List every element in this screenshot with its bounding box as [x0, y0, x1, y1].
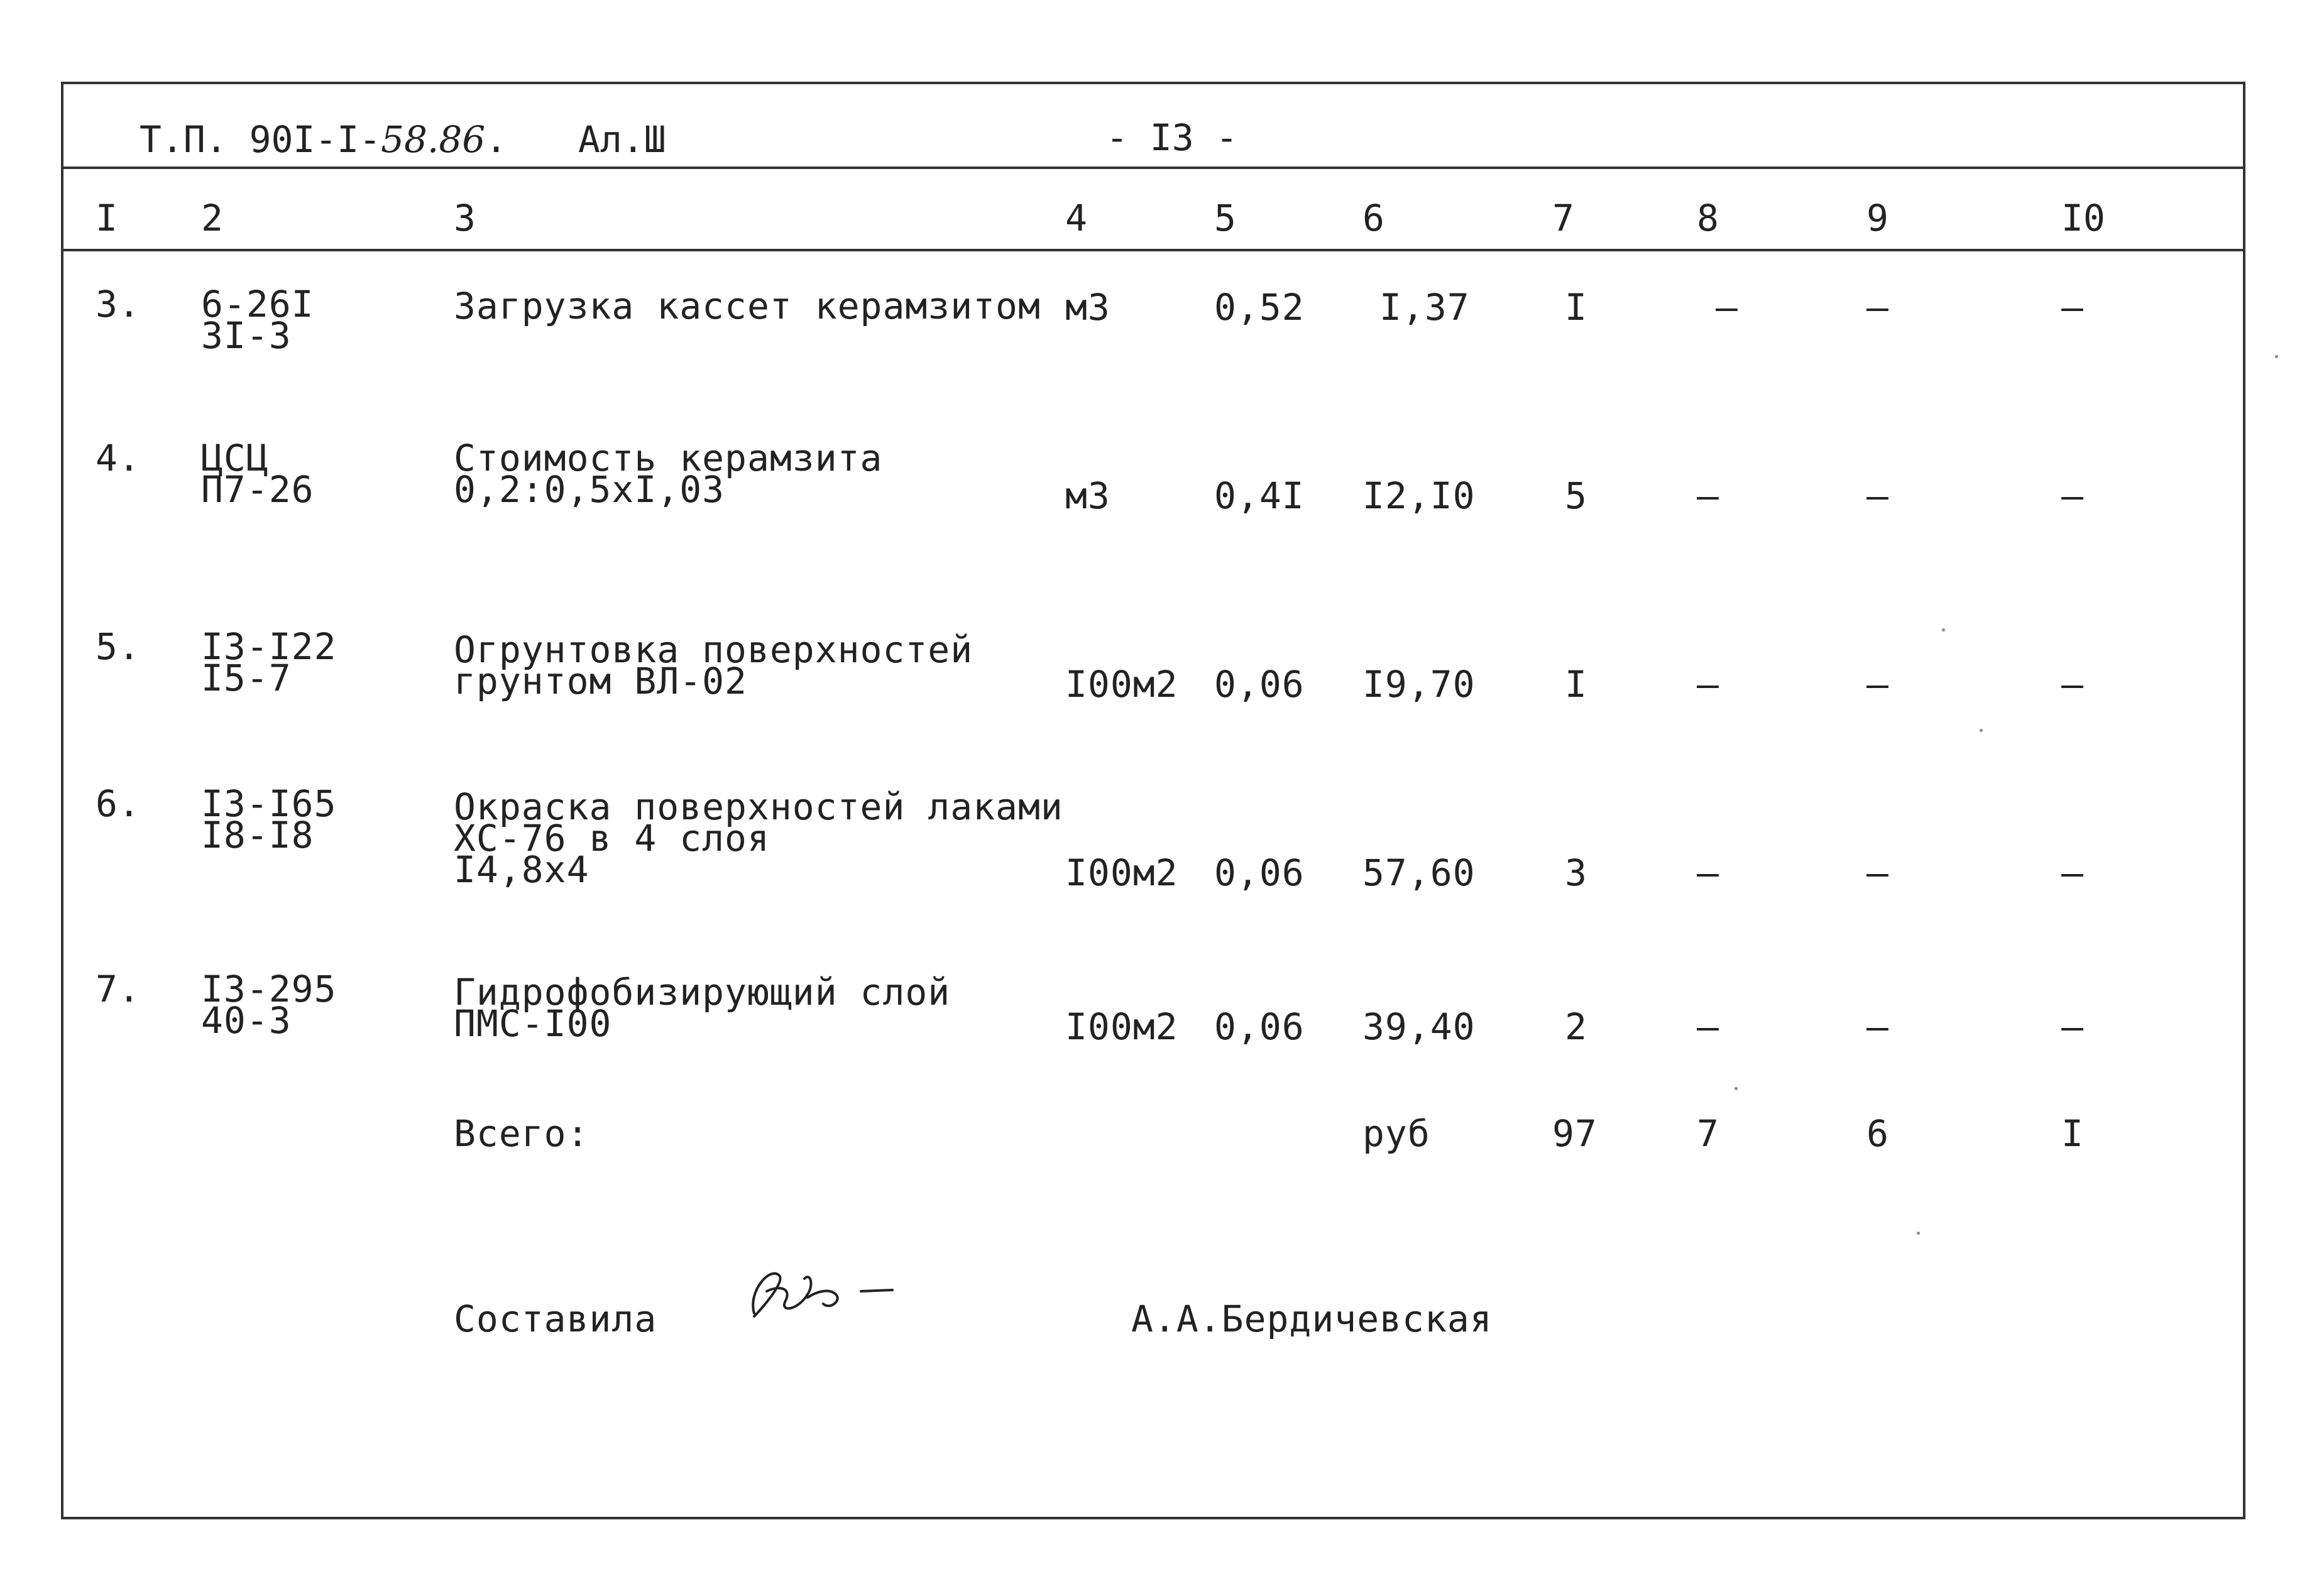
col-7-value: 3 [1565, 851, 1587, 894]
rate-code-line-1: I3-I65 [201, 782, 337, 825]
work-description-line-1: Загрузка кассет керамзитом [454, 285, 1041, 327]
col-7-value: I [1565, 663, 1587, 706]
unit: I00м2 [1065, 1005, 1178, 1048]
quantity: 0,52 [1214, 286, 1305, 329]
col-9-value: – [1866, 474, 1889, 517]
col-8-value: – [1697, 1005, 1719, 1048]
work-description-line-1: Огрунтовка поверхностей [454, 628, 973, 671]
row-number: 5. [96, 625, 141, 668]
compiler-name: А.А.Бердичевская [1131, 1298, 1493, 1340]
col-10-value: – [2061, 663, 2084, 706]
unit: м3 [1065, 286, 1110, 329]
rate-code-line-1: ЦСЦ [201, 437, 269, 479]
col-header-2: 2 [201, 197, 223, 239]
col-header-1: I [96, 197, 118, 239]
work-description-line-2: ПМС-I00 [454, 1002, 612, 1045]
work-description-line-2: 0,2:0,5хI,03 [454, 468, 725, 511]
work-description-line-3: I4,8х4 [454, 848, 589, 891]
col-7-value: 5 [1565, 474, 1587, 517]
total-label: Всего: [454, 1112, 589, 1155]
col-8-value: – [1716, 286, 1738, 329]
unit-price: 39,40 [1362, 1005, 1476, 1048]
col-header-6: 6 [1362, 197, 1384, 239]
total-unit: руб [1362, 1112, 1430, 1155]
col-header-10: I0 [2061, 197, 2105, 239]
rate-code-line-2: I8-I8 [201, 814, 314, 856]
compiled-by-label: Составила [454, 1298, 657, 1340]
col-header-7: 7 [1552, 197, 1574, 239]
total-col-8: 7 [1697, 1112, 1719, 1155]
col-7-value: I [1565, 286, 1587, 329]
rate-code-line-1: I3-295 [201, 968, 337, 1010]
col-header-4: 4 [1065, 197, 1087, 239]
col-10-value: – [2061, 474, 2084, 517]
col-header-9: 9 [1866, 197, 1888, 239]
scan-speck [1942, 628, 1945, 631]
work-description-line-2: ХС-76 в 4 слоя [454, 817, 770, 860]
scan-speck [1980, 729, 1983, 732]
quantity: 0,06 [1214, 663, 1305, 706]
total-col-9: 6 [1866, 1112, 1889, 1155]
row-number: 4. [96, 437, 141, 479]
col-header-5: 5 [1214, 197, 1236, 239]
row-number: 7. [96, 968, 141, 1010]
column-header-rule [61, 249, 2245, 251]
col-9-value: – [1866, 663, 1889, 706]
work-description-line-1: Стоимость керамзита [454, 437, 883, 479]
unit: I00м2 [1065, 851, 1178, 894]
rate-code-line-2: 40-3 [201, 999, 292, 1042]
unit: I00м2 [1065, 663, 1178, 706]
unit: м3 [1065, 474, 1110, 517]
col-8-value: – [1697, 851, 1719, 894]
col-header-8: 8 [1697, 197, 1719, 239]
col-9-value: – [1866, 286, 1889, 329]
scan-speck [1735, 1087, 1738, 1090]
col-9-value: – [1866, 1005, 1889, 1048]
unit-price: I,37 [1379, 286, 1470, 329]
scan-speck [2275, 355, 2278, 358]
quantity: 0,06 [1214, 1005, 1305, 1048]
col-10-value: – [2061, 1005, 2084, 1048]
total-col-7: 97 [1552, 1112, 1598, 1155]
album-label: Ал.Ш [578, 118, 666, 161]
row-number: 3. [96, 283, 141, 325]
work-description-line-1: Гидрофобизирующий слой [454, 971, 951, 1014]
work-description-line-1: Окраска поверхностей лаками [454, 785, 1063, 828]
unit-price: I9,70 [1362, 663, 1476, 706]
col-10-value: – [2061, 286, 2084, 329]
doc-code: Т.П. 90I-I-58.86. [140, 118, 508, 161]
work-description-line-2: грунтом ВЛ-02 [454, 660, 747, 702]
quantity: 0,06 [1214, 851, 1305, 894]
page-number: - I3 - [1106, 116, 1238, 159]
rate-code-line-1: I3-I22 [201, 625, 337, 668]
scan-speck [1917, 1232, 1920, 1235]
col-10-value: – [2061, 851, 2084, 894]
rate-code-line-2: П7-26 [201, 468, 314, 511]
col-9-value: – [1866, 851, 1889, 894]
unit-price: 57,60 [1362, 851, 1476, 894]
col-header-3: 3 [454, 197, 476, 239]
quantity: 0,4I [1214, 474, 1305, 517]
col-8-value: – [1697, 663, 1719, 706]
total-col-10: I [2061, 1112, 2084, 1155]
col-8-value: – [1697, 474, 1719, 517]
rate-code-line-2: I5-7 [201, 657, 292, 699]
unit-price: I2,I0 [1362, 474, 1476, 517]
row-number: 6. [96, 782, 141, 825]
header-rule [61, 167, 2245, 169]
handwritten-signature [735, 1254, 899, 1329]
col-7-value: 2 [1565, 1005, 1587, 1048]
rate-code-line-1: 6-26I [201, 283, 314, 325]
rate-code-line-2: 3I-3 [201, 314, 292, 357]
